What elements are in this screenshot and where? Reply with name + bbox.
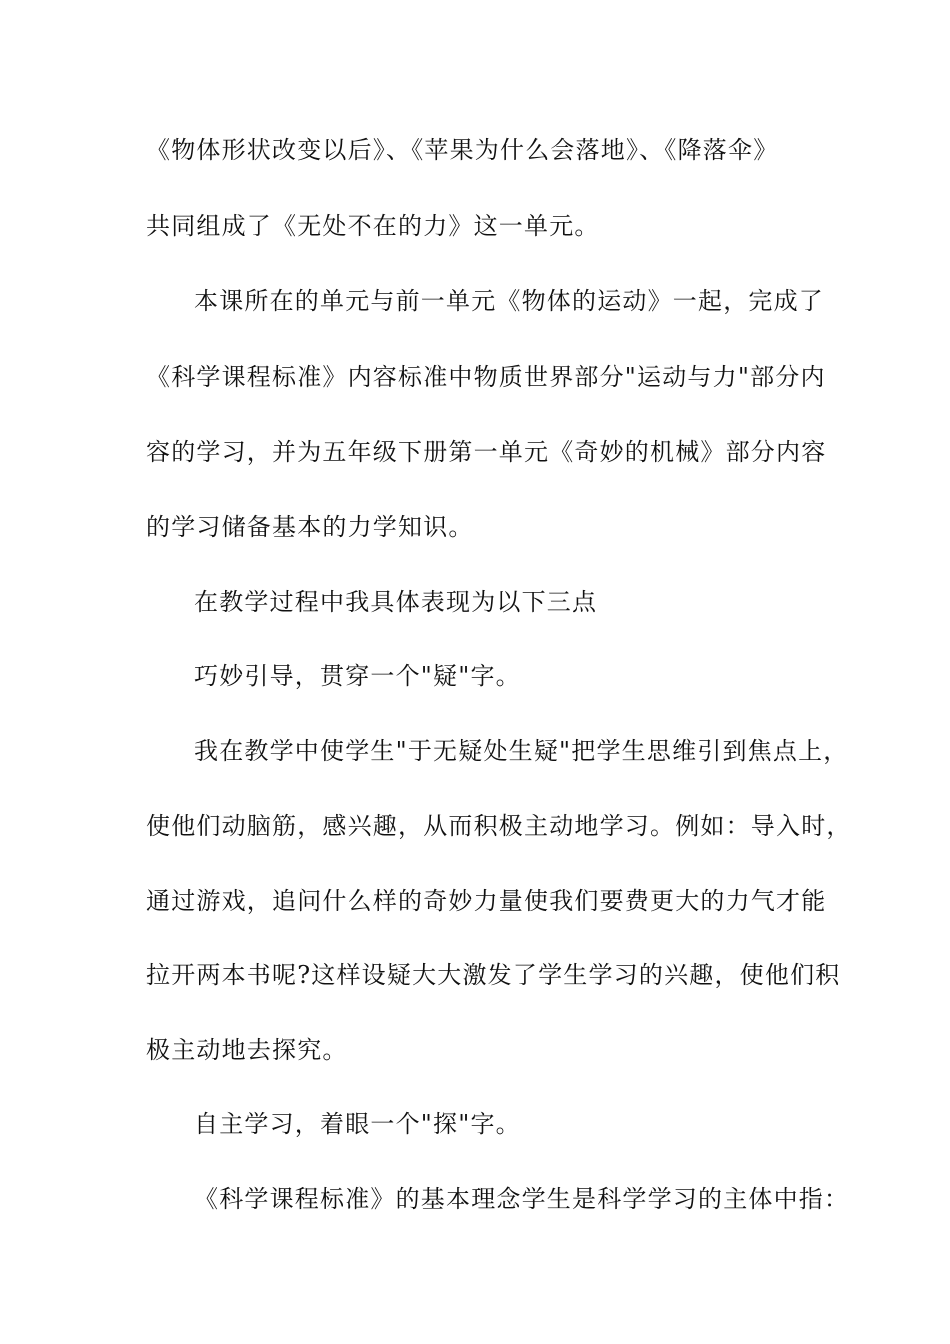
- paragraph-line: 通过游戏，追问什么样的奇妙力量使我们要费更大的力气才能: [146, 887, 827, 915]
- paragraph-line: 《科学课程标准》的基本理念学生是科学学习的主体中指：: [194, 1185, 850, 1213]
- paragraph-line: 共同组成了《无处不在的力》这一单元。: [146, 212, 600, 240]
- paragraph-line: 我在教学中使学生"于无疑处生疑"把学生思维引到焦点上，: [194, 737, 849, 765]
- paragraph-line: 自主学习，着眼一个"探"字。: [194, 1110, 521, 1138]
- paragraph-line: 拉开两本书呢?这样设疑大大激发了学生学习的兴趣，使他们积: [146, 961, 841, 989]
- paragraph-line: 《物体形状改变以后》、《苹果为什么会落地》、《降落伞》: [146, 136, 779, 164]
- paragraph-line: 在教学过程中我具体表现为以下三点: [194, 588, 598, 616]
- paragraph-line: 的学习储备基本的力学知识。: [146, 513, 474, 541]
- paragraph-line: 容的学习，并为五年级下册第一单元《奇妙的机械》部分内容: [146, 438, 827, 466]
- paragraph-line: 《科学课程标准》内容标准中物质世界部分"运动与力"部分内: [146, 363, 826, 391]
- paragraph-line: 极主动地去探究。: [146, 1036, 348, 1064]
- paragraph-line: 本课所在的单元与前一单元《物体的运动》一起，完成了: [194, 287, 824, 315]
- paragraph-line: 巧妙引导，贯穿一个"疑"字。: [194, 662, 521, 690]
- paragraph-line: 使他们动脑筋，感兴趣，从而积极主动地学习。例如：导入时，: [146, 812, 852, 840]
